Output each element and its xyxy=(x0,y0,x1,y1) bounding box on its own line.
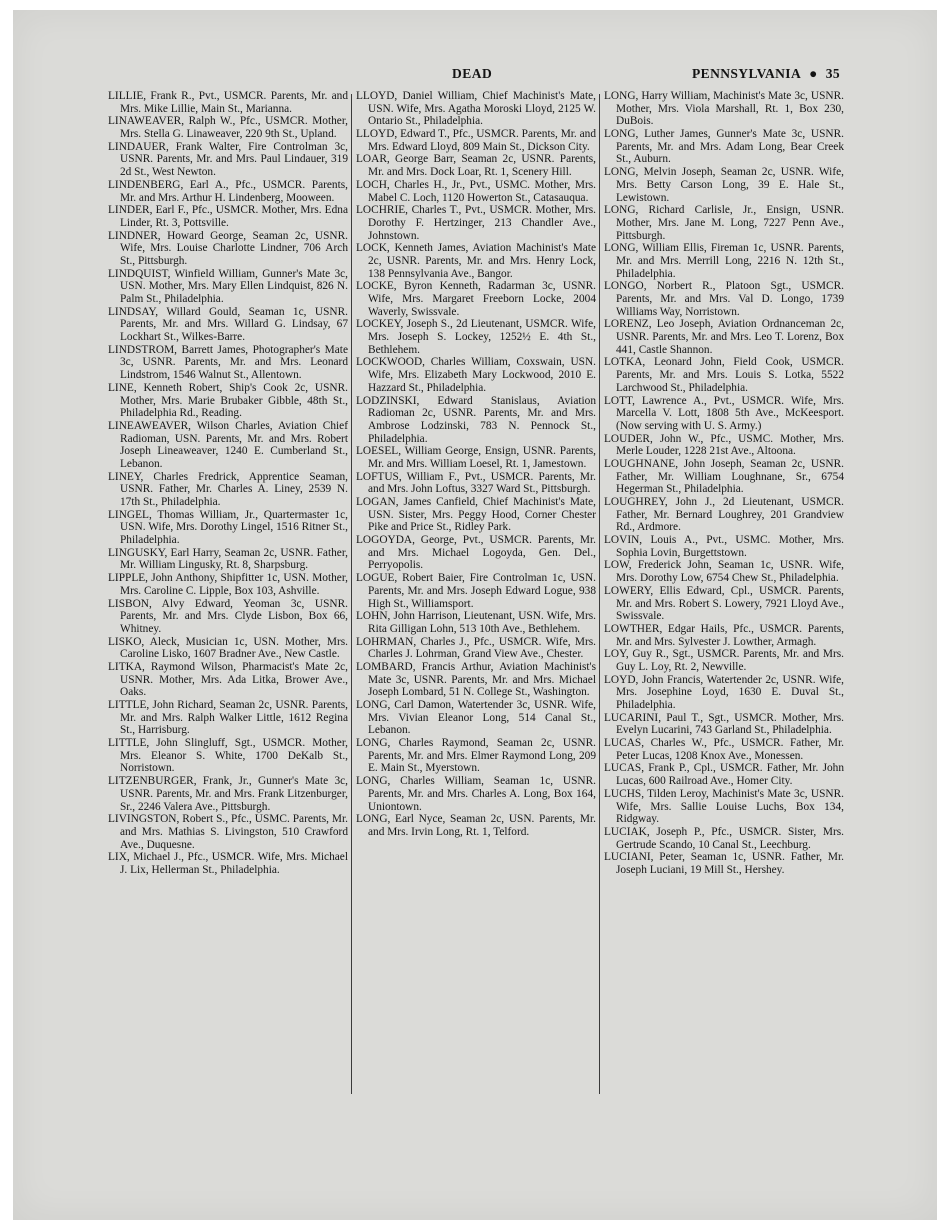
roster-entry: LOVIN, Louis A., Pvt., USMC. Mother, Mrs. Sophia Lovin, Burgettstown. xyxy=(604,534,844,559)
roster-entry: LOCKE, Byron Kenneth, Radarman 3c, USNR. Wife, Mrs. Margaret Freeborn Locke, 2004 Waverly, Swissvale. xyxy=(356,280,596,318)
page-number: 35 xyxy=(825,66,840,81)
roster-entry: LOGOYDA, George, Pvt., USMCR. Parents, Mr. and Mrs. Michael Logoyda, Gen. Del., Perryopolis. xyxy=(356,534,596,572)
roster-entry: LOESEL, William George, Ensign, USNR. Parents, Mr. and Mrs. William Loesel, Rt. 1, Jamestown. xyxy=(356,445,596,470)
roster-entry: LLOYD, Daniel William, Chief Machinist's Mate, USN. Wife, Mrs. Agatha Moroski Lloyd, 2125 W. Ontario St., Philadelphia. xyxy=(356,90,596,128)
roster-entry: LOMBARD, Francis Arthur, Aviation Machinist's Mate 3c, USNR. Parents, Mr. and Mrs. Michael Joseph Lombard, 51 N. College St., Washington. xyxy=(356,660,596,699)
roster-entry: LINDAUER, Frank Walter, Fire Controlman 3c, USNR. Parents, Mr. and Mrs. Paul Lindauer, 319 2d St., West Newton. xyxy=(108,140,348,179)
roster-entry: LOTT, Lawrence A., Pvt., USMCR. Wife, Mrs. Marcella V. Lott, 1808 5th Ave., McKeesport. (Now serving with U. S. Army.) xyxy=(604,394,844,432)
column-divider xyxy=(351,94,352,1094)
roster-entry: LOUDER, John W., Pfc., USMC. Mother, Mrs. Merle Louder, 1228 21st Ave., Altoona. xyxy=(604,432,844,458)
roster-entry: LINDSTROM, Barrett James, Photographer's Mate 3c, USNR. Parents, Mr. and Mrs. Leonard Lindstrom, 1546 Walnut St., Allentown. xyxy=(108,343,348,382)
state-name: PENNSYLVANIA xyxy=(692,66,802,81)
roster-entry: LOCKEY, Joseph S., 2d Lieutenant, USMCR. Wife, Mrs. Joseph S. Lockey, 1252½ E. 4th St., Bethlehem. xyxy=(356,318,596,356)
bullet-separator: ● xyxy=(809,66,818,81)
roster-entry: LONG, Earl Nyce, Seaman 2c, USN. Parents, Mr. and Mrs. Irvin Long, Rt. 1, Telford. xyxy=(356,813,596,838)
roster-entry: LONG, Luther James, Gunner's Mate 3c, USNR. Parents, Mr. and Mrs. Adam Long, Bear Creek St., Auburn. xyxy=(604,128,844,166)
roster-entry: LOCKWOOD, Charles William, Coxswain, USN. Wife, Mrs. Elizabeth Mary Lockwood, 2010 E. Hazzard St., Philadelphia. xyxy=(356,356,596,394)
roster-entry: LONG, Harry William, Machinist's Mate 3c, USNR. Mother, Mrs. Viola Marshall, Rt. 1, Box 230, DuBois. xyxy=(604,90,844,128)
column-divider xyxy=(599,94,600,1094)
roster-entry: LLOYD, Edward T., Pfc., USMCR. Parents, Mr. and Mrs. Edward Lloyd, 809 Main St., Dickson City. xyxy=(356,128,596,153)
roster-entry: LITTLE, John Richard, Seaman 2c, USNR. Parents, Mr. and Mrs. Ralph Walker Little, 1612 Regina St., Harrisburg. xyxy=(108,699,348,737)
roster-entry: LINDSAY, Willard Gould, Seaman 1c, USNR. Parents, Mr. and Mrs. Willard G. Lindsay, 67 Lockhart St., Wilkes-Barre. xyxy=(108,305,348,344)
roster-entry: LITZENBURGER, Frank, Jr., Gunner's Mate 3c, USNR. Parents, Mr. and Mrs. Frank Litzenburger, Sr., 2246 Valera Ave., Pittsburgh. xyxy=(108,775,348,813)
roster-entry: LINEY, Charles Fredrick, Apprentice Seaman, USNR. Father, Mr. Charles A. Liney, 2539 N. 17th St., Philadelphia. xyxy=(108,470,348,508)
roster-entry: LUCAS, Frank P., Cpl., USMCR. Father, Mr. John Lucas, 600 Railroad Ave., Homer City. xyxy=(604,762,844,788)
column-1 xyxy=(108,90,348,877)
roster-entry: LONG, Charles William, Seaman 1c, USNR. Parents, Mr. and Mrs. Charles A. Long, Box 164, Uniontown. xyxy=(356,775,596,813)
roster-entry: LISBON, Alvy Edward, Yeoman 3c, USNR. Parents, Mr. and Mrs. Clyde Lisbon, Box 66, Whitney. xyxy=(108,597,348,635)
roster-entry: LODZINSKI, Edward Stanislaus, Aviation Radioman 2c, USNR. Parents, Mr. and Mrs. Ambrose Lodzinski, 783 N. Pennock St., Philadelphia. xyxy=(356,394,596,445)
roster-entry: LOAR, George Barr, Seaman 2c, USNR. Parents, Mr. and Mrs. Dock Loar, Rt. 1, Scenery Hill. xyxy=(356,153,596,179)
roster-entry: LISKO, Aleck, Musician 1c, USN. Mother, Mrs. Caroline Lisko, 1607 Bradner Ave., New Castle. xyxy=(108,635,348,661)
roster-entry: LONG, Melvin Joseph, Seaman 2c, USNR. Wife, Mrs. Betty Carson Long, 39 E. Hale St., Lewistown. xyxy=(604,166,844,204)
roster-entry: LORENZ, Leo Joseph, Aviation Ordnanceman 2c, USNR. Parents, Mr. and Mrs. Leo T. Lorenz, Box 441, Castle Shannon. xyxy=(604,318,844,356)
column-2 xyxy=(356,90,596,839)
roster-entry: LINGEL, Thomas William, Jr., Quartermaster 1c, USN. Wife, Mrs. Dorothy Lingel, 1516 Ritner St., Philadelphia. xyxy=(108,508,348,547)
roster-entry: LIVINGSTON, Robert S., Pfc., USMC. Parents, Mr. and Mrs. Mathias S. Livingston, 510 Crawford Ave., Duquesne. xyxy=(108,813,348,851)
roster-entry: LIX, Michael J., Pfc., USMCR. Wife, Mrs. Michael J. Lix, Hellerman St., Philadelphia. xyxy=(108,851,348,876)
roster-entry: LINAWEAVER, Ralph W., Pfc., USMCR. Mother, Mrs. Stella G. Linaweaver, 220 9th St., Upland. xyxy=(108,115,348,141)
page-header xyxy=(108,66,840,84)
roster-entry: LINDENBERG, Earl A., Pfc., USMCR. Parents, Mr. and Mrs. Arthur H. Lindenberg, Mooween. xyxy=(108,178,348,204)
roster-entry: LOGAN, James Canfield, Chief Machinist's Mate, USN. Sister, Mrs. Peggy Hood, Corner Chester Pike and Price St., Ridley Park. xyxy=(356,496,596,534)
roster-entry: LOGUE, Robert Baier, Fire Controlman 1c, USN. Parents, Mr. and Mrs. Joseph Edward Logue, 938 High St., Williamsport. xyxy=(356,572,596,610)
column-3 xyxy=(604,90,844,877)
roster-entry: LOWERY, Ellis Edward, Cpl., USMCR. Parents, Mr. and Mrs. Robert S. Lowery, 7921 Lloyd Ave., Swissvale. xyxy=(604,584,844,623)
roster-entry: LOUGHNANE, John Joseph, Seaman 2c, USNR. Father, Mr. William Loughnane, Sr., 6754 Hegerman St., Philadelphia. xyxy=(604,457,844,496)
roster-entry: LOHRMAN, Charles J., Pfc., USMCR. Wife, Mrs. Charles J. Lohrman, Grand View Ave., Chester. xyxy=(356,635,596,661)
roster-entry: LUCIAK, Joseph P., Pfc., USMCR. Sister, Mrs. Gertrude Scando, 10 Canal St., Leechburg. xyxy=(604,825,844,851)
roster-entry: LOUGHREY, John J., 2d Lieutenant, USMCR. Father, Mr. Bernard Loughrey, 201 Grandview Rd., Ardmore. xyxy=(604,496,844,534)
roster-entry: LOCH, Charles H., Jr., Pvt., USMC. Mother, Mrs. Mabel C. Loch, 1120 Howerton St., Catasauqua. xyxy=(356,178,596,204)
roster-entry: LUCAS, Charles W., Pfc., USMCR. Father, Mr. Peter Lucas, 1208 Knox Ave., Monessen. xyxy=(604,737,844,762)
roster-entry: LOHN, John Harrison, Lieutenant, USN. Wife, Mrs. Rita Gilligan Lohn, 513 10th Ave., Bethlehem. xyxy=(356,610,596,635)
roster-entry: LONG, William Ellis, Fireman 1c, USNR. Parents, Mr. and Mrs. Merrill Long, 2216 N. 12th St., Philadelphia. xyxy=(604,242,844,280)
roster-entry: LOCK, Kenneth James, Aviation Machinist's Mate 2c, USNR. Parents, Mr. and Mrs. Henry Lock, 138 Pennsylvania Ave., Bangor. xyxy=(356,242,596,280)
roster-entry: LOFTUS, William F., Pvt., USMCR. Parents, Mr. and Mrs. John Loftus, 3327 Ward St., Pittsburgh. xyxy=(356,470,596,496)
roster-entry: LINDQUIST, Winfield William, Gunner's Mate 3c, USN. Mother, Mrs. Mary Ellen Lindquist, 826 N. Palm St., Philadelphia. xyxy=(108,267,348,305)
roster-entry: LOY, Guy R., Sgt., USMCR. Parents, Mr. and Mrs. Guy L. Loy, Rt. 2, Newville. xyxy=(604,648,844,673)
roster-entry: LINEAWEAVER, Wilson Charles, Aviation Chief Radioman, USN. Parents, Mr. and Mrs. Robert Joseph Lineaweaver, 1240 E. Cumberland St., Lebanon. xyxy=(108,419,348,470)
roster-entry: LUCIANI, Peter, Seaman 1c, USNR. Father, Mr. Joseph Luciani, 19 Mill St., Hershey. xyxy=(604,851,844,876)
roster-entry: LOYD, John Francis, Watertender 2c, USNR. Wife, Mrs. Josephine Loyd, 1630 E. Duval St., Philadelphia. xyxy=(604,673,844,711)
roster-entry: LONG, Carl Damon, Watertender 3c, USNR. Wife, Mrs. Vivian Eleanor Long, 514 Canal St., Lebanon. xyxy=(356,699,596,737)
roster-entry: LUCARINI, Paul T., Sgt., USMCR. Mother, Mrs. Evelyn Lucarini, 743 Garland St., Philadelphia. xyxy=(604,711,844,737)
roster-entry: LUCHS, Tilden Leroy, Machinist's Mate 3c, USNR. Wife, Mrs. Sallie Louise Luchs, Box 134, Ridgway. xyxy=(604,787,844,826)
roster-entry: LILLIE, Frank R., Pvt., USMCR. Parents, Mr. and Mrs. Mike Lillie, Main St., Marianna. xyxy=(108,90,348,115)
roster-entry: LONG, Charles Raymond, Seaman 2c, USNR. Parents, Mr. and Mrs. Elmer Raymond Long, 209 E. Main St., Myerstown. xyxy=(356,737,596,775)
section-title: DEAD xyxy=(452,66,493,81)
roster-columns xyxy=(108,90,846,1105)
roster-entry: LOCHRIE, Charles T., Pvt., USMCR. Mother, Mrs. Dorothy F. Hertzinger, 213 Chandler Ave., Johnstown. xyxy=(356,204,596,242)
roster-entry: LOW, Frederick John, Seaman 1c, USNR. Wife, Mrs. Dorothy Low, 6754 Chew St., Philadelphia. xyxy=(604,559,844,585)
roster-entry: LITTLE, John Slingluff, Sgt., USMCR. Mother, Mrs. Eleanor S. White, 1700 DeKalb St., Norristown. xyxy=(108,737,348,775)
roster-entry: LOTKA, Leonard John, Field Cook, USMCR. Parents, Mr. and Mrs. Louis S. Lotka, 5522 Larchwood St., Philadelphia. xyxy=(604,356,844,394)
roster-entry: LONGO, Norbert R., Platoon Sgt., USMCR. Parents, Mr. and Mrs. Val D. Longo, 1739 Williams Way, Norristown. xyxy=(604,280,844,318)
roster-entry: LONG, Richard Carlisle, Jr., Ensign, USNR. Mother, Mrs. Jane M. Long, 7227 Penn Ave., Pittsburgh. xyxy=(604,204,844,242)
roster-entry: LINDER, Earl F., Pfc., USMCR. Mother, Mrs. Edna Linder, Rt. 3, Pottsville. xyxy=(108,204,348,229)
roster-entry: LINE, Kenneth Robert, Ship's Cook 2c, USNR. Mother, Mrs. Marie Brubaker Gibble, 48th St., Philadelphia Rd., Reading. xyxy=(108,381,348,420)
roster-entry: LINGUSKY, Earl Harry, Seaman 2c, USNR. Father, Mr. William Lingusky, Rt. 8, Sharpsburg. xyxy=(108,546,348,572)
roster-entry: LITKA, Raymond Wilson, Pharmacist's Mate 2c, USNR. Mother, Mrs. Ada Litka, Brower Ave., Oaks. xyxy=(108,660,348,699)
roster-entry: LOWTHER, Edgar Hails, Pfc., USMCR. Parents, Mr. and Mrs. Sylvester J. Lowther, Armagh. xyxy=(604,622,844,648)
roster-entry: LINDNER, Howard George, Seaman 2c, USNR. Wife, Mrs. Louise Charlotte Lindner, 706 Arch St., Pittsburgh. xyxy=(108,229,348,267)
roster-entry: LIPPLE, John Anthony, Shipfitter 1c, USN. Mother, Mrs. Caroline C. Lipple, Box 103, Ashville. xyxy=(108,572,348,597)
running-head xyxy=(692,66,840,82)
